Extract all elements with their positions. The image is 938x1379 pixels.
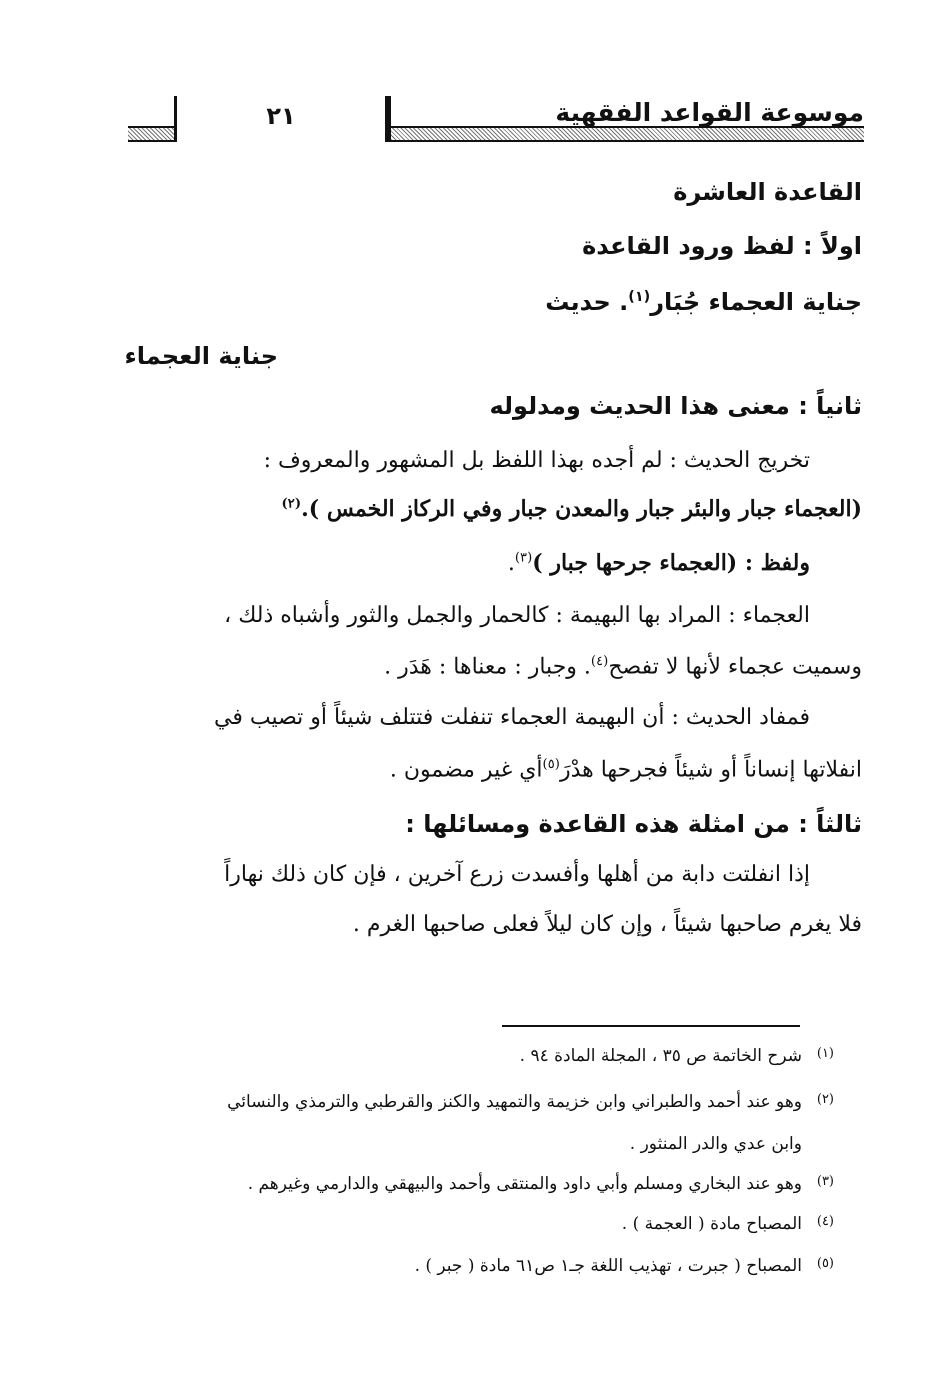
para3-line2a: وسميت عجماء لأنها لا تفصح (608, 654, 862, 680)
para5-line1: إذا انفلتت دابة من أهلها وأفسدت زرع آخرين ، فإن كان ذلك نهاراً (224, 862, 810, 887)
footnote-1-text: شرح الخاتمة ص ٣٥ ، المجلة المادة ٩٤ . (519, 1046, 802, 1066)
para4-line2 (390, 757, 862, 782)
section-2-heading: ثانياً : معنى هذا الحديث ومدلوله (489, 392, 862, 420)
rule-title: القاعدة العاشرة (673, 178, 862, 206)
rule-text-continuation: جناية العجماء (124, 342, 278, 370)
para4-line1: فمفاد الحديث : أن البهيمة العجماء تنفلت فتتلف شيئاً أو تصيب في (214, 705, 810, 730)
hadith-quote-2: ولفظ : (العجماء جرحها جبار ) (532, 550, 810, 576)
footnote-2-number: (٢) (816, 1092, 834, 1107)
footnote-ref-3: (٣) (514, 550, 533, 566)
footnote-5-text: المصباح ( جبرت ، تهذيب اللغة جـ١ ص٦١ مادة ( جبر ) . (414, 1256, 802, 1276)
footnote-3-text: وهو عند البخاري ومسلم وأبي داود والمنتقى وأحمد والبيهقي والدارمي وغيرهم . (247, 1174, 802, 1194)
section-3-heading: ثالثاً : من امثلة هذه القاعدة ومسائلها : (405, 810, 862, 838)
footnote-3-number: (٣) (816, 1174, 834, 1189)
rule-text-b: . حديث (545, 288, 629, 316)
footnote-separator (502, 1025, 800, 1027)
footnote-ref-1: (١) (628, 289, 651, 305)
para2-line: ولفظ : (العجماء جرحها جبار )$^{(٣)}$. (507, 550, 810, 576)
running-title: موسوعة القواعد الفقهية (555, 98, 864, 127)
page-header (128, 96, 864, 156)
para4-line2b: أي غير مضمون . (389, 757, 543, 783)
footnote-2-text-cont: وابن عدي والدر المنثور . (629, 1134, 802, 1154)
footnote-4-text: المصباح مادة ( العجمة ) . (621, 1214, 802, 1234)
para4-line2a: انفلاتها إنساناً أو شيئاً فجرحها هدْرَ (559, 757, 862, 783)
footnote-ref-4: (٤) (590, 654, 609, 669)
para1-line2 (282, 496, 862, 522)
para3-line2b: . وجبار : معناها : هَدَر . (384, 654, 591, 680)
hadith-quote-1: (العجماء جبار والبئر جبار والمعدن جبار وفي الركاز الخمس ). (301, 496, 862, 522)
footnote-ref-2: (٢) (281, 496, 302, 512)
para3-line2 (384, 654, 862, 679)
footnote-5-number: (٥) (816, 1256, 834, 1271)
page-number: ٢١ (266, 102, 296, 130)
page-number-box (174, 96, 391, 142)
footnote-1-number: (١) (816, 1046, 834, 1061)
para5-line2: فلا يغرم صاحبها شيئاً ، وإن كان ليلاً فعلى صاحبها الغرم . (352, 912, 862, 937)
footnote-2-text: وهو عند أحمد والطبراني وابن خزيمة والتمهيد والكنز والقرطبي والترمذي والنسائي (227, 1092, 802, 1112)
para3-line1: العجماء : المراد بها البهيمة : كالحمار والجمل والثور وأشباه ذلك ، (224, 603, 810, 628)
rule-text-a: جناية العجماء جُبَار (650, 288, 862, 316)
rule-text-line (545, 288, 862, 316)
para1-line1: تخريج الحديث : لم أجده بهذا اللفظ بل المشهور والمعروف : (263, 448, 810, 473)
footnote-ref-5: (٥) (542, 757, 560, 772)
footnote-4-number: (٤) (816, 1214, 834, 1229)
section-1-heading: اولاً : لفظ ورود القاعدة (582, 232, 862, 260)
